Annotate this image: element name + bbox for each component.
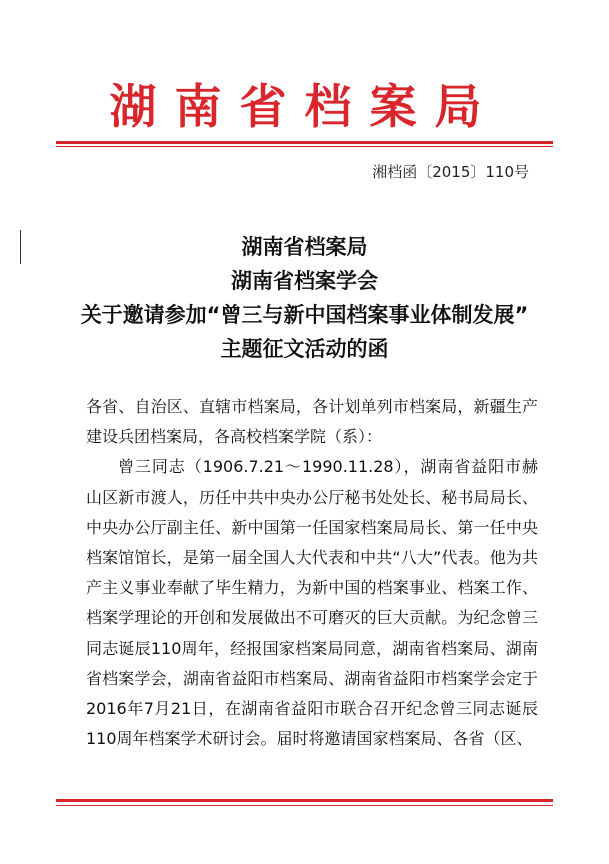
letterhead-rule-bottom [56, 146, 553, 147]
title-line-1: 湖南省档案局 [241, 235, 368, 259]
letterhead-rule-top [56, 141, 553, 144]
body-paragraph: 曾三同志（1906.7.21～1990.11.28），湖南省益阳市赫山区新市渡人，历任中共中央办公厅秘书处处长、秘书局局长、中央办公厅副主任、新中国第一任国家档案局局长、第一任中央档案馆馆长，是第一届全国人大代表和中共“八大”代表。他为共产主义事业奉献了毕生精力，为新中国的档案事业、档案工作、档案学理论的开创和发展做出不可磨灭的巨大贡献。为纪念曾三同志诞辰110周年，经报国家档案局同意，湖南省档案局、湖南省档案学会，湖南省益阳市档案局、湖南省益阳市档案学会定于2016年7月21日，在湖南省益阳市联合召开纪念曾三同志诞辰110周年档案学术研讨会。届时将邀请国家档案局、各省（区、 [86, 457, 538, 749]
title-line-2: 湖南省档案学会 [231, 269, 378, 293]
footer-rule-top [56, 799, 553, 802]
document-title [0, 230, 609, 366]
salutation: 各省、自治区、直辖市档案局，各计划单列市档案局，新疆生产建设兵团档案局，各高校档案学院（系）： [86, 397, 538, 447]
agency-letterhead: 湖南省档案局 [109, 80, 500, 135]
title-line-4: 主题征文活动的函 [220, 337, 389, 361]
document-number: 湘档函〔2015〕110号 [372, 163, 529, 181]
footer-rule-bottom [56, 805, 553, 806]
title-line-3: 关于邀请参加“曾三与新中国档案事业体制发展” [80, 303, 529, 327]
document-body [86, 392, 538, 754]
